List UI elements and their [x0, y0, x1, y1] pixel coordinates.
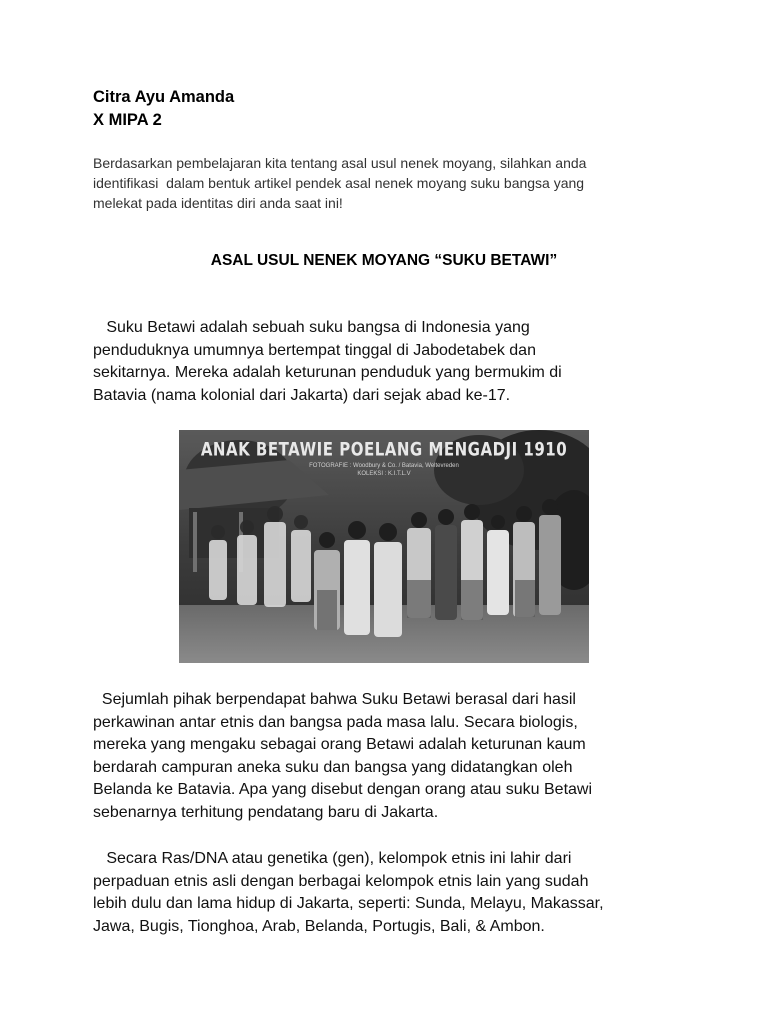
photo-caption: ANAK BETAWIE POELANG MENGADJI 1910: [200, 437, 568, 461]
paragraph-2: [93, 689, 693, 825]
paragraph-3: [93, 848, 693, 938]
assignment-instructions: [93, 153, 673, 213]
paragraph-line: perkawinan antar etnis dan bangsa pada masa lalu. Secara biologis,: [93, 713, 578, 731]
photo-credit-line: KOLEKSI : K.I.T.L.V: [357, 471, 411, 477]
paragraph-line: penduduknya umumnya bertempat tinggal di Jabodetabek dan: [93, 341, 536, 359]
photo-credit-line: FOTOGRAFIE : Woodbury & Co. / Batavia, Weltevreden: [309, 463, 459, 469]
article-title: ASAL USUL NENEK MOYANG “SUKU BETAWI”: [210, 252, 558, 269]
paragraph-line: berdarah campuran aneka suku dan bangsa yang didatangkan oleh: [93, 758, 573, 776]
photo-credit: [179, 462, 589, 478]
paragraph-line: sebenarnya terhitung pendatang baru di Jakarta.: [93, 803, 439, 821]
paragraph-line: perpaduan etnis asli dengan berbagai kelompok etnis lain yang sudah: [93, 872, 589, 890]
paragraph-line: Jawa, Bugis, Tionghoa, Arab, Belanda, Portugis, Bali, & Ambon.: [93, 917, 545, 935]
paragraph-line: Belanda ke Batavia. Apa yang disebut dengan orang atau suku Betawi: [93, 781, 593, 799]
instruction-line: Berdasarkan pembelajaran kita tentang asal usul nenek moyang, silahkan anda: [93, 155, 587, 171]
historical-photo: [179, 430, 589, 663]
paragraph-line: Batavia (nama kolonial dari Jakarta) dari sejak abad ke-17.: [93, 386, 511, 404]
paragraph-line: Suku Betawi adalah sebuah suku bangsa di Indonesia yang: [93, 319, 530, 336]
paragraph-1: [93, 317, 693, 407]
paragraph-line: sekitarnya. Mereka adalah keturunan penduduk yang bermukim di: [93, 364, 562, 382]
paragraph-line: lebih dulu dan lama hidup di Jakarta, seperti: Sunda, Melayu, Makassar,: [93, 895, 604, 913]
instruction-line: melekat pada identitas diri anda saat ini!: [93, 195, 343, 211]
paragraph-line: mereka yang mengaku sebagai orang Betawi adalah keturunan kaum: [93, 736, 586, 754]
author-class: X MIPA 2: [93, 111, 162, 129]
paragraph-line: Sejumlah pihak berpendapat bahwa Suku Betawi berasal dari hasil: [93, 691, 576, 708]
instruction-line: identifikasi dalam bentuk artikel pendek asal nenek moyang suku bangsa yang: [93, 175, 585, 191]
author-name: Citra Ayu Amanda: [93, 88, 235, 106]
paragraph-line: Secara Ras/DNA atau genetika (gen), kelompok etnis ini lahir dari: [93, 850, 572, 867]
